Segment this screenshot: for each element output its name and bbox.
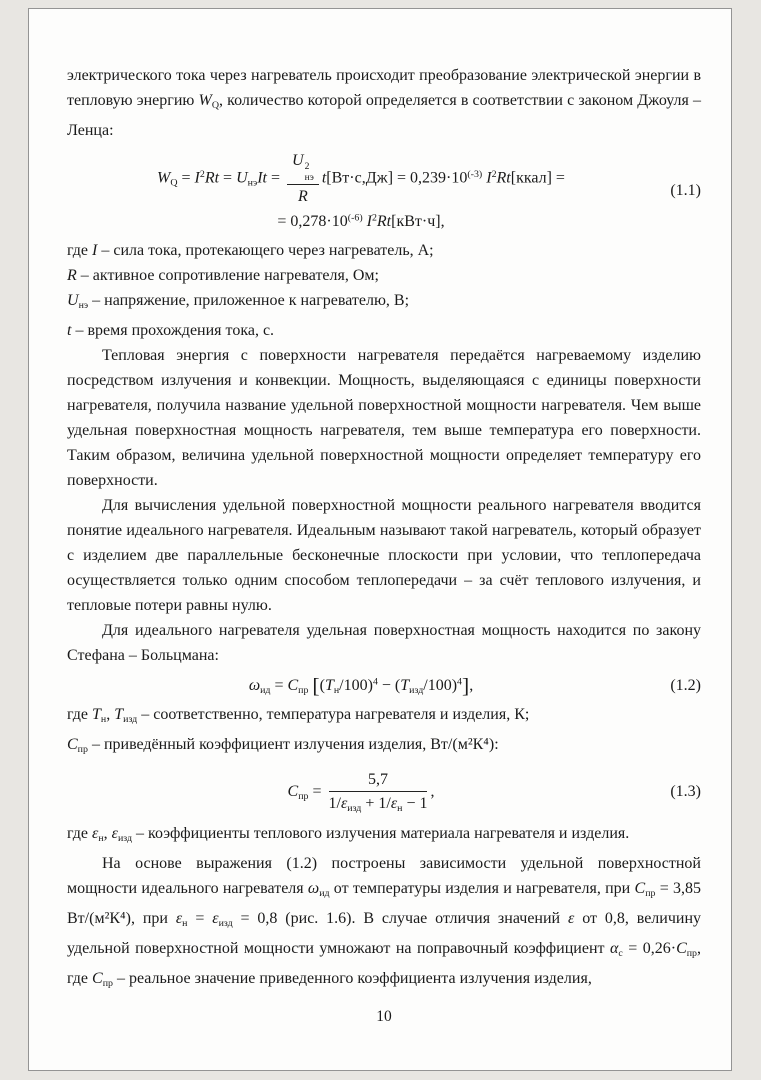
equation-1-3 xyxy=(67,769,701,816)
equation-1-1 xyxy=(67,150,701,233)
page-number: 10 xyxy=(376,1007,392,1025)
paragraph-joule-lenz-intro: электрического тока через нагреватель происходит преобразование электрической энергии в тепловую энергию WQ, количество которой определяется в соответствии с законом Джоуля – Ленца: xyxy=(67,67,701,139)
equation-1-3-number: (1.3) xyxy=(670,783,701,801)
where-definition-emission-coefficient: Cпр – приведённый коэффициент излучения изделия, Вт/(м²К⁴): xyxy=(67,735,499,755)
equation-1-3-line: Cпр = $\frac{5,7}{\text{1/εизд + 1/εн − 1}}$ , xyxy=(287,770,435,815)
where-definition-current: где I – сила тока, протекающего через нагреватель, А; xyxy=(67,241,434,259)
paragraph-dependencies: На основе выражения (1.2) построены зависимости удельной поверхностной мощности идеального нагревателя ωид от температуры изделия и нагревателя, при Cпр = 3,85 Вт/(м²К⁴), при εн = εизд = 0,8 (рис. 1.6). В случае отличия значений ε от 0,8, величину удельной поверхностной мощности умножают на поправочный коэффициент αс = 0,26·Cпр, где Cпр – реальное значение приведенного коэффициента излучения изделия, xyxy=(67,854,702,989)
where-definition-resistance: R – активное сопротивление нагревателя, Ом; xyxy=(67,266,379,284)
equation-1-1-body xyxy=(67,150,655,233)
where-definition-time: t – время прохождения тока, с. xyxy=(67,321,275,339)
equation-1-1-number: (1.1) xyxy=(670,182,701,200)
equation-1-2-number: (1.2) xyxy=(670,676,701,694)
where-definition-voltage: Uнэ – напряжение, приложенное к нагревателю, В; xyxy=(67,291,410,311)
equation-1-2-body xyxy=(67,675,655,697)
where-definition-temperatures: где Tн, Tизд – соответственно, температура нагревателя и изделия, К; xyxy=(67,705,530,725)
where-definition-epsilon: где εн, εизд – коэффициенты теплового излучения материала нагревателя и изделия. xyxy=(67,824,630,844)
equation-1-1-line-2: = $0,278\cdot 10^{(-6)}$ $I^2Rt[кВт\cdot ч]$, xyxy=(277,212,445,230)
equation-1-2 xyxy=(67,675,701,697)
equation-1-3-body xyxy=(67,769,655,816)
equation-1-2-line: ωид = Cпр [$(Tн/100)^4$ − (Tизд/100)$^4$], xyxy=(248,673,474,698)
paragraph-thermal-energy: Тепловая энергия с поверхности нагревателя передаётся нагреваемому изделию посредством излучения и конвекции. Мощность, выделяющаяся с единицы поверхности нагревателя, получила название удельной поверхностной мощности нагревателя. Чем выше удельная поверхностная мощность нагревателя, тем выше температура его поверхности. Таким образом, величина удельной поверхностной мощности определяет температуру его поверхности. xyxy=(67,346,701,489)
paragraph-stefan-boltzmann: Для идеального нагревателя удельная поверхностная мощность находится по закону Стефана – Больцмана: xyxy=(67,621,701,664)
page-body xyxy=(67,63,701,1026)
document-page xyxy=(28,8,732,1071)
equation-1-1-line-1: WQ = $I^2Rt$ = UнэIt = U 2 нэ R $t[Вт\cdot с,Дж] = 0,239\cdot 10^{(-3)}$ $I^2Rt[ккал]$ = xyxy=(157,151,565,206)
paragraph-ideal-heater: Для вычисления удельной поверхностной мощности реального нагревателя вводится понятие идеального нагревателя. Идеальным называют такой нагреватель, который образует с изделием две параллельные бесконечные плоскости при условии, что теплопередача осуществляется только одним способом теплопередачи – за счёт теплового излучения, и тепловые потери равны нулю. xyxy=(67,496,701,614)
